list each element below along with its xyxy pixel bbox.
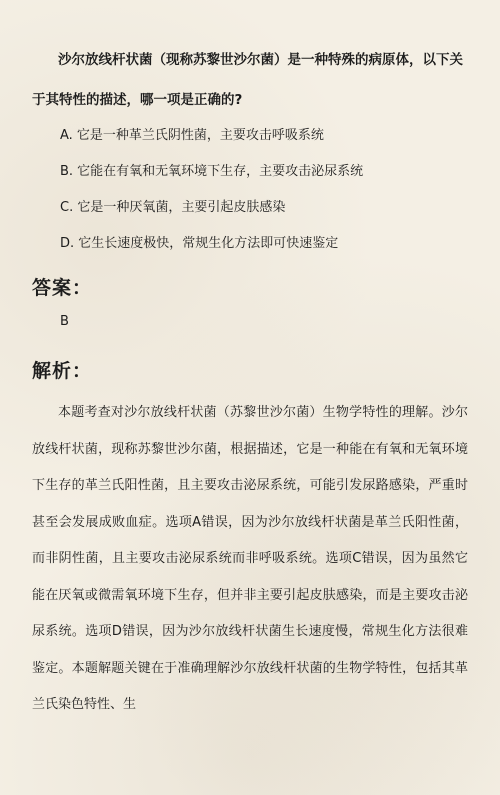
answer-value: B bbox=[60, 314, 69, 329]
question-text: 沙尔放线杆状菌（现称苏黎世沙尔菌）是一种特殊的病原体，以下关于其特性的描述，哪一项是正确的? bbox=[32, 52, 463, 108]
option-a: A. 它是一种革兰氏阴性菌，主要攻击呼吸系统 bbox=[60, 128, 324, 143]
option-c: C. 它是一种厌氧菌，主要引起皮肤感染 bbox=[60, 200, 286, 215]
answer-heading: 答案： bbox=[32, 277, 93, 299]
analysis-heading: 解析： bbox=[32, 360, 93, 382]
option-list bbox=[60, 118, 480, 262]
option-d: D. 它生长速度极快，常规生化方法即可快速鉴定 bbox=[60, 236, 339, 251]
option-b: B. 它能在有氧和无氧环境下生存，主要攻击泌尿系统 bbox=[60, 164, 364, 179]
analysis-text: 本题考查对沙尔放线杆状菌（苏黎世沙尔菌）生物学特性的理解。沙尔放线杆状菌，现称苏黎世沙尔菌，根据描述，它是一种能在有氧和无氧环境下生存的革兰氏阳性菌，且主要攻击泌尿系统，可能引发尿路感染，严重时甚至会发展成败血症。选项A错误，因为沙尔放线杆状菌是革兰氏阳性菌，而非阴性菌，且主要攻击泌尿系统而非呼吸系统。选项C错误，因为虽然它能在厌氧或微需氧环境下生存，但并非主要引起皮肤感染，而是主要攻击泌尿系统。选项D错误，因为沙尔放线杆状菌生长速度慢，常规生化方法很难鉴定。本题解题关键在于准确理解沙尔放线杆状菌的生物学特性，包括其革兰氏染色特性、生 bbox=[32, 405, 468, 712]
